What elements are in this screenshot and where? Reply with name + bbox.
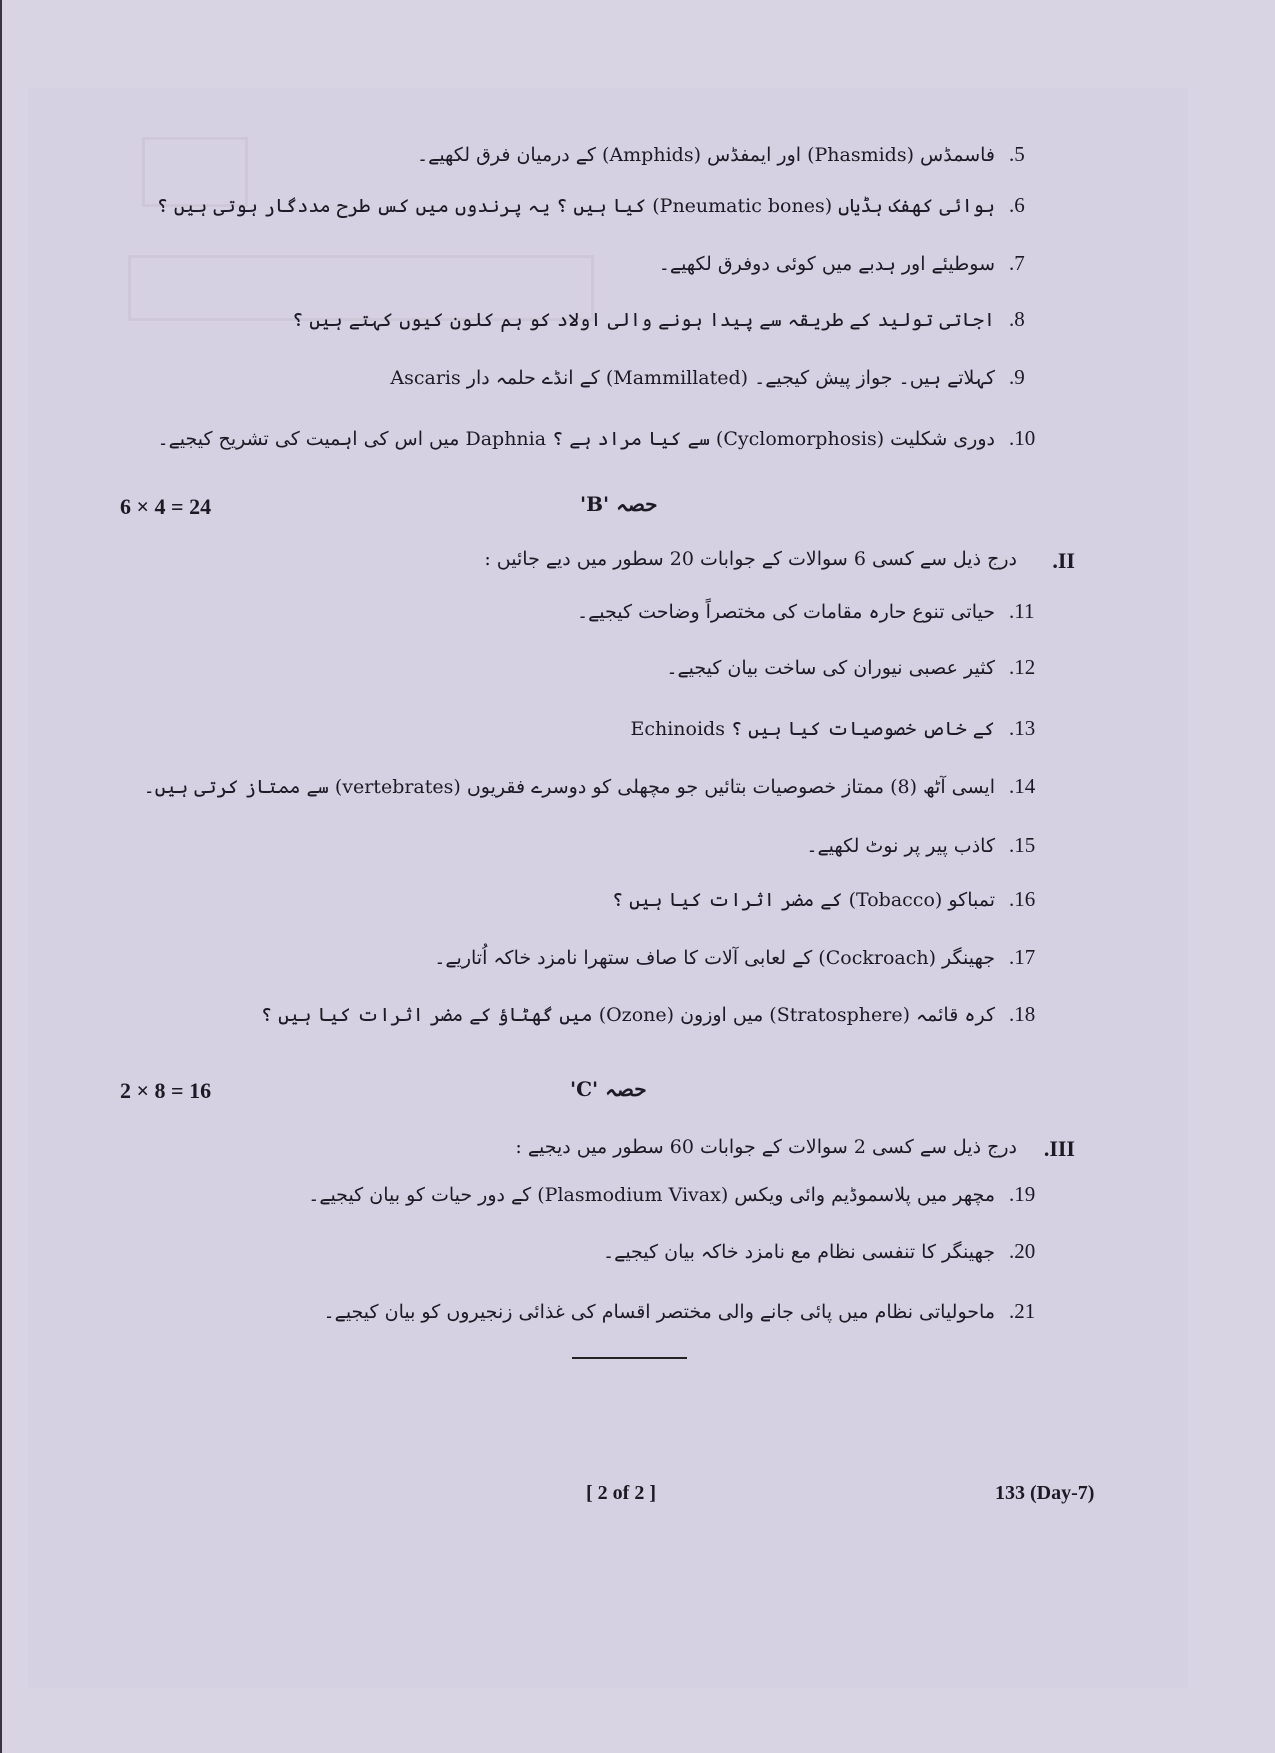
question-14: .14ایسی آٹھ (8) ممتاز خصوصیات بتائیں جو مچھلی کو دوسرے فقریوں (vertebrates) سے ممتاز کرتی ہیں۔: [143, 774, 1036, 798]
question-16: .16تمباکو (Tobacco) کے مضر اثرات کیا ہیں ؟: [611, 887, 1036, 911]
section-c-title: حصہ 'C': [570, 1077, 647, 1101]
question-21: .21ماحولیاتی نظام میں پائی جانے والی مختصر اقسام کی غذائی زنجیروں کو بیان کیجیے۔: [323, 1299, 1036, 1323]
question-10: .10دوری شکلیت (Cyclomorphosis) سے کیا مراد ہے ؟ Daphnia میں اس کی اہمیت کی تشریح کیجیے۔: [157, 426, 1036, 450]
question-20: .20جھینگر کا تنفسی نظام مع نامزد خاکہ بیان کیجیے۔: [603, 1239, 1036, 1263]
question-11: .11حیاتی تنوع حارہ مقامات کی مختصراً وضاحت کیجیے۔: [577, 599, 1035, 623]
question-17: .17جھینگر (Cockroach) کے لعابی آلات کا صاف ستھرا نامزد خاکہ اُتاریے۔: [434, 945, 1036, 969]
question-19: .19مچھر میں پلاسموڈیم وائی ویکس (Plasmodium Vivax) کے دور حیات کو بیان کیجیے۔: [308, 1182, 1036, 1206]
scan-edge: [0, 0, 2, 1753]
section-c-roman: .III: [1043, 1136, 1075, 1161]
question-18: .18کرہ قائمہ (Stratosphere) میں اوزون (Ozone) میں گھٹاؤ کے مضر اثرات کیا ہیں ؟: [260, 1002, 1036, 1026]
question-6: .6ہوائی کھفک ہڈیاں (Pneumatic bones) کیا ہیں ؟ یہ پرندوں میں کس طرح مددگار ہوتی ہیں ؟: [156, 193, 1025, 217]
end-rule: [572, 1357, 687, 1359]
section-b-roman: .II: [1052, 548, 1075, 573]
question-5: .5فاسمڈس (Phasmids) اور ایمفڈس (Amphids) کے درمیان فرق لکھیے۔: [417, 142, 1025, 166]
question-7: .7سوطیئے اور ہدبے میں کوئی دوفرق لکھیے۔: [658, 251, 1025, 275]
section-b-title: حصہ 'B': [580, 492, 658, 516]
section-c-marks: 2 × 8 = 16: [120, 1078, 212, 1103]
question-12: .12کثیر عصبی نیوران کی ساخت بیان کیجیے۔: [666, 655, 1036, 679]
question-9: .9Ascaris کے انڈے حلمہ دار (Mammillated) کہلاتے ہیں۔ جواز پیش کیجیے۔: [390, 365, 1025, 389]
section-b-marks: 6 × 4 = 24: [120, 494, 212, 519]
section-c-instruction: درج ذیل سے کسی 2 سوالات کے جوابات 60 سطور میں دیجیے :: [515, 1136, 1017, 1158]
question-8: .8اجاتی تولید کے طریقہ سے پیدا ہونے والی اولاد کو ہم کلون کیوں کہتے ہیں ؟: [292, 307, 1025, 331]
question-15: .15کاذب پیر پر نوٹ لکھیے۔: [806, 833, 1036, 857]
section-b-instruction: درج ذیل سے کسی 6 سوالات کے جوابات 20 سطور میں دیے جائیں :: [484, 548, 1017, 570]
question-13: .13Echinoids کے خاص خصوصیات کیا ہیں ؟: [630, 716, 1036, 740]
paper-code: 133 (Day-7): [995, 1482, 1095, 1504]
page-number: [ 2 of 2 ]: [586, 1482, 656, 1504]
